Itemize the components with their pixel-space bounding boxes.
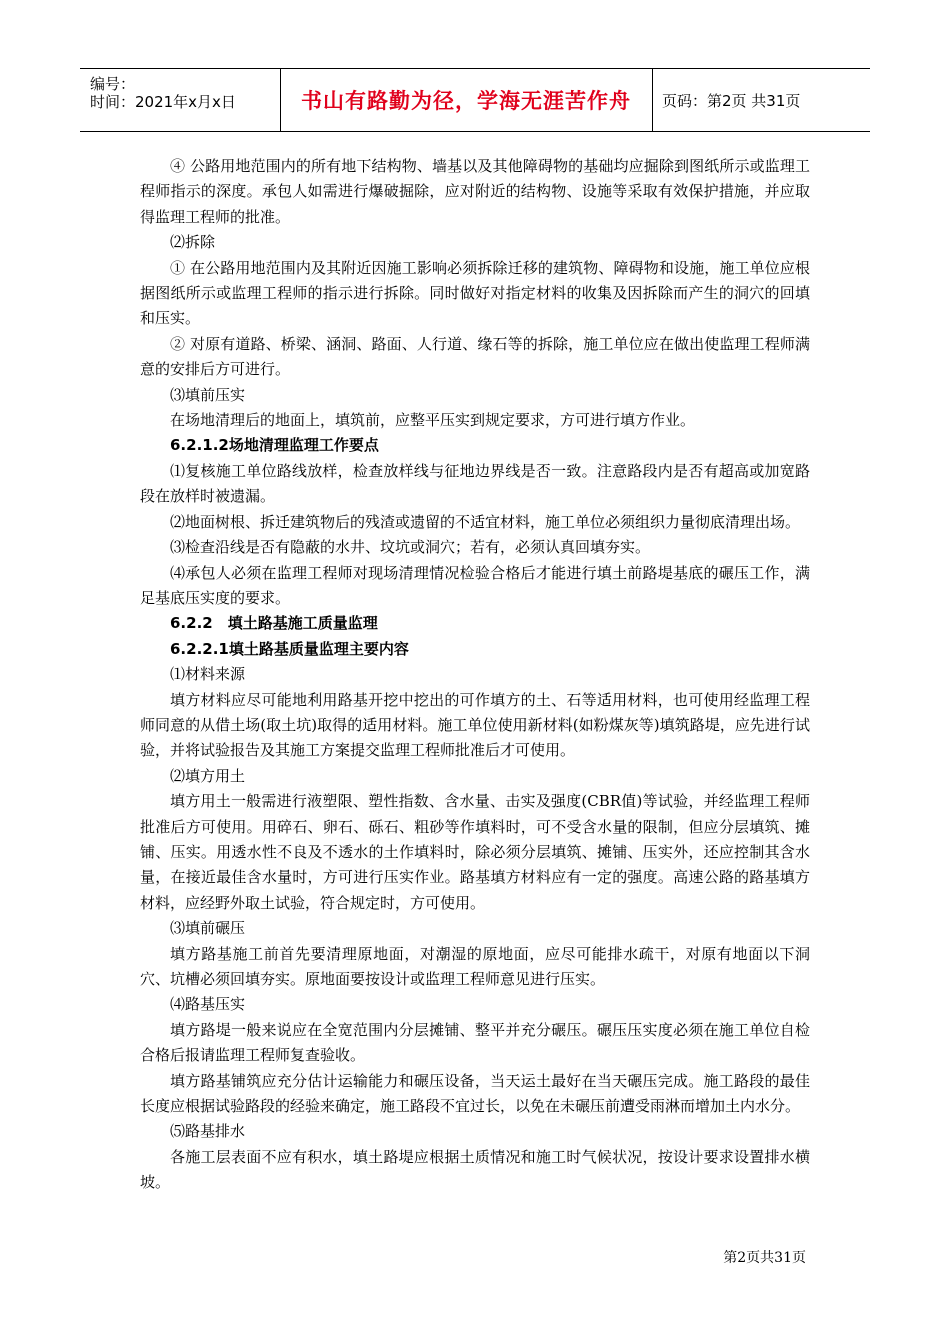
paragraph: 填方路堤一般来说应在全宽范围内分层摊铺、整平并充分碾压。碾压压实度必须在施工单位自检合格后报请监理工程师复查验收。 — [140, 1020, 810, 1065]
section-heading: 6.2.2.1填土路基质量监理主要内容 — [170, 639, 409, 658]
paragraph: ⑶检查沿线是否有隐蔽的水井、坟坑或洞穴；若有，必须认真回填夯实。 — [170, 538, 651, 557]
section-heading: 6.2.2 填土路基施工质量监理 — [170, 614, 378, 633]
motto-text: 书山有路勤为径，学海无涯苦作舟 — [301, 89, 631, 113]
paragraph: 在场地清理后的地面上，填筑前，应整平压实到规定要求，方可进行填方作业。 — [170, 411, 696, 430]
paragraph: ⑵地面树根、拆迁建筑物后的残渣或遗留的不适宜材料，施工单位必须组织力量彻底清理出场。 — [170, 512, 801, 531]
serial-number-label: 编号： — [90, 75, 136, 93]
paragraph: ② 对原有道路、桥梁、涵洞、路面、人行道、缘石等的拆除，施工单位应在做出使监理工程师满意的安排后方可进行。 — [140, 334, 810, 379]
section-heading: 6.2.1.2场地清理监理工作要点 — [170, 436, 379, 455]
paragraph: ⑷路基压实 — [170, 995, 246, 1014]
document-body — [140, 154, 810, 1196]
page-footer: 第2页共31页 — [723, 1250, 806, 1266]
paragraph: ① 在公路用地范围内及其附近因施工影响必须拆除迁移的建筑物、障碍物和设施，施工单位应根据图纸所示或监理工程师的指示进行拆除。同时做好对指定材料的收集及因拆除而产生的洞穴的回填和压实。 — [140, 258, 810, 328]
paragraph: 填方路基施工前首先要清理原地面，对潮湿的原地面，应尽可能排水疏干，对原有地面以下洞穴、坑槽必须回填夯实。原地面要按设计或监理工程师意见进行压实。 — [140, 944, 810, 988]
paragraph: ⑵拆除 — [170, 233, 216, 252]
paragraph: ⑴材料来源 — [170, 665, 246, 684]
paragraph: ⑴复核施工单位路线放样，检查放样线与征地边界线是否一致。注意路段内是否有超高或加宽路段在放样时被遗漏。 — [140, 461, 810, 506]
paragraph: ⑵填方用土 — [170, 766, 246, 785]
paragraph: ⑷承包人必须在监理工程师对现场清理情况检验合格后才能进行填土前路堤基底的碾压工作，满足基底压实度的要求。 — [140, 563, 810, 607]
paragraph: 填方材料应尽可能地利用路基开挖中挖出的可作填方的土、石等适用材料，也可使用经监理工程师同意的从借土场(取土坑)取得的适用材料。施工单位使用新材料(如粉煤灰等)填筑路堤，应先进行试验，并将试验报告及其施工方案提交监理工程师批准后才可使用。 — [140, 690, 810, 760]
time-label: 时间：2021年x月x日 — [90, 93, 236, 111]
paragraph: 填方用土一般需进行液塑限、塑性指数、含水量、击实及强度(CBR值)等试验，并经监理工程师批准后方可使用。用碎石、卵石、砾石、粗砂等作填料时，可不受含水量的限制，但应分层填筑、摊铺、压实。用透水性不良及不透水的土作填料时，除必须分层填筑、摊铺、压实外，还应控制其含水量，在接近最佳含水量时，方可进行压实作业。路基填方材料应有一定的强度。高速公路的路基填方材料，应经野外取土试验，符合规定时，方可使用。 — [140, 792, 810, 912]
page-header — [80, 68, 870, 132]
header-info-cell — [80, 69, 281, 131]
paragraph: 各施工层表面不应有积水，填土路堤应根据土质情况和施工时气候状况，按设计要求设置排水横坡。 — [140, 1147, 810, 1192]
paragraph: ⑶填前压实 — [170, 385, 246, 404]
header-motto-cell — [280, 69, 653, 131]
page-number-label: 页码：第2页 共31页 — [662, 91, 801, 110]
paragraph: ⑶填前碾压 — [170, 919, 246, 938]
paragraph: ④ 公路用地范围内的所有地下结构物、墙基以及其他障碍物的基础均应掘除到图纸所示或监理工程师指示的深度。承包人如需进行爆破掘除，应对附近的结构物、设施等采取有效保护措施，并应取得监理工程师的批准。 — [140, 157, 810, 226]
paragraph: ⑸路基排水 — [170, 1122, 246, 1141]
header-page-cell — [652, 69, 870, 131]
paragraph: 填方路基铺筑应充分估计运输能力和碾压设备，当天运土最好在当天碾压完成。施工路段的最佳长度应根据试验路段的经验来确定，施工路段不宜过长，以免在未碾压前遭受雨淋而增加土内水分。 — [140, 1071, 810, 1116]
